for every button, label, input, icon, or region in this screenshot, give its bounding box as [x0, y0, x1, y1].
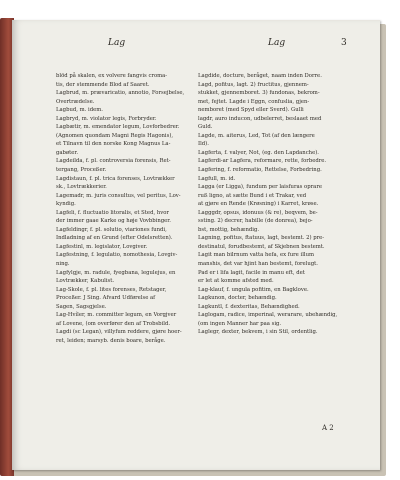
text-line: Lagbud, m. idem. [56, 107, 103, 114]
text-line: Lagfestning, f. legulatio, nomothesia, Lovgiv- [56, 252, 178, 259]
text-line: Lagkuntl, f. dexteritas, Behændighed. [198, 303, 300, 310]
text-line: destinatul, forudbestemt, af Skjebnen bestemt. [198, 243, 325, 250]
text-line: der immer gaae Karke og høje Vovbbinger. [56, 218, 171, 225]
text-line: (Agnomen quondam Magni Regis Hagonis), [56, 132, 174, 139]
text-line: ning. [56, 261, 70, 268]
text-line: bst, mottig, behændig. [198, 226, 260, 233]
text-line: Lagdistaun, f. pl. trica forenses, Lovtrækker [56, 175, 175, 182]
text-line: stukket, gjennemboret. 3) fundonas, bekrom- [198, 90, 320, 97]
text-line: Indladning af en Grund (efter Odelsretten). [56, 235, 173, 242]
text-line: Laglogam, radice, imperinal, werarare, ubehændig, [198, 312, 338, 319]
text-line: Lagfeli, f. fluctuatio litoralis, et Sted, hvor [56, 209, 169, 216]
text-line: Lagbrud, m. prævaricatio, annotio, Forsejbelse, [56, 90, 185, 97]
text-line: Lagferta, f. valyer, Not, (eg. den Lapdanche). [198, 149, 319, 156]
text-line: lagdr, auro inducon, udbelerret, beslaaet med [198, 115, 322, 122]
text-line: Lagggdr, opsus, idonuus (& re), beqvem, be- [198, 209, 318, 216]
text-line: (om ingen Manner har paa sig. [198, 320, 282, 327]
text-line: Ild). [198, 141, 209, 148]
text-line: Lagfestinl, m. legislator, Lovgiver. [56, 243, 148, 250]
text-line: Lagga (er Ligga), fundum per laisfuras oprare [198, 184, 322, 191]
text-line: nemboret (med Spyd eller Sverd). Gulli [198, 107, 304, 114]
text-line: Lagferdi-ar Lagfera, reformare, rette, forbedre. [198, 158, 327, 165]
right-column [198, 72, 348, 337]
text-line: Lagfering, f. reformatio, Rettelse, Forbedring. [198, 167, 322, 174]
text-line: manshis, det var hjint han bestemt, forelugt. [198, 261, 318, 268]
text-line: ssting. 2) decrer, habille (de donrea), bejo- [198, 218, 313, 225]
text-line: et Tilnavn til den norske Kong Magnus La- [56, 141, 171, 148]
text-line: af Lovene, (om overfører den af Trobsbild. [56, 320, 171, 327]
text-line: er let at komme afsted med. [198, 278, 274, 285]
text-line: Lagdide, docture, beråget, naam inden Dorre. [198, 73, 322, 79]
text-line: Lagfull, m. id. [198, 175, 236, 182]
text-line: Overtrædelse. [56, 98, 95, 105]
text-line: Lag-Skole, f. pl. lites forenses, Retstager, [56, 286, 167, 293]
signature-mark: A 2 [322, 424, 334, 432]
text-line: at gjøre en Rende (Krøsning) i Karret, krøse. [198, 201, 319, 208]
text-line: Lagkunon, docter, behændig. [198, 295, 277, 302]
text-line: Lag-klauf, f. ungula pofitim, en Bagklove. [198, 286, 309, 293]
text-line: Lagbryd, m. violator legis, Forbryder. [56, 115, 157, 122]
text-line: Lagemadr, m. juris consultus, vel peritus, Lov- [56, 192, 181, 199]
text-line: Pad er i lifa lagit, facile in manu eft, det [198, 269, 305, 276]
text-line: Lovtrækker, Kabulist. [56, 278, 115, 285]
text-line: Sagen, Sagsgjelse. [56, 303, 107, 310]
page-number: 3 [341, 38, 347, 48]
text-line: Proceßer. J Sing. Afvard Udførelse af [56, 295, 156, 302]
text-line: ret, leiden; marsyb. denis boare, beråge. [56, 337, 166, 344]
text-line: Laglegr, dexter, bekvem, i sin Stil, ordentlig. [198, 329, 318, 336]
text-line: sk., Lovtrækkerier. [56, 184, 107, 191]
text-line: Lagfeldingr, f. pl. solutio, viariones fundi, [56, 226, 167, 233]
left-running-header: Lag [108, 38, 126, 48]
text-line: tis, der stemmende Blod af Saaret. [56, 81, 150, 88]
text-line: Lagbætir, m. emendator legum, Lovforbedrer. [56, 124, 180, 131]
text-line: tergang, Proceßer. [56, 167, 107, 174]
text-line: Lagd, pofitus, lagt. 2) fructitus, gjennem- [198, 81, 309, 88]
text-line: Lagdeilda, f. pl. controversia forensis, Ret- [56, 158, 171, 165]
text-line: Guld. [198, 124, 213, 131]
text-line: Lagit man bilrnum vatta hefa, ex fure illum [198, 252, 315, 259]
right-running-header: Lag [268, 38, 286, 48]
text-line: ruß ligno, at sætte Bund i et Trakar, ved [198, 192, 307, 199]
text-line: Lagde, m. aiterus, Led, Tot (af den længere [198, 132, 315, 139]
text-line: Lagfylgje, m. radule, fyegbana, legulejus, en [56, 269, 176, 276]
text-line: met, fejtet. Lagde i Eggn, confuslia, gjen- [198, 98, 310, 105]
left-column [56, 72, 204, 346]
text-line: Lagning, pofitus, ftatuus, lagt, bestemt. 2) pre- [198, 235, 325, 242]
text-line: blöd på skalen, ex volvere fangvis croma- [56, 73, 168, 79]
text-line: Lag-Hvíler, m. committer legum, en Vorgjver [56, 312, 177, 319]
text-line: Lagdi (sc Legan), villyfum reddere, gjøre hoer- [56, 329, 182, 336]
text-line: gabøter. [56, 149, 79, 156]
text-line: kyndig. [56, 201, 76, 208]
